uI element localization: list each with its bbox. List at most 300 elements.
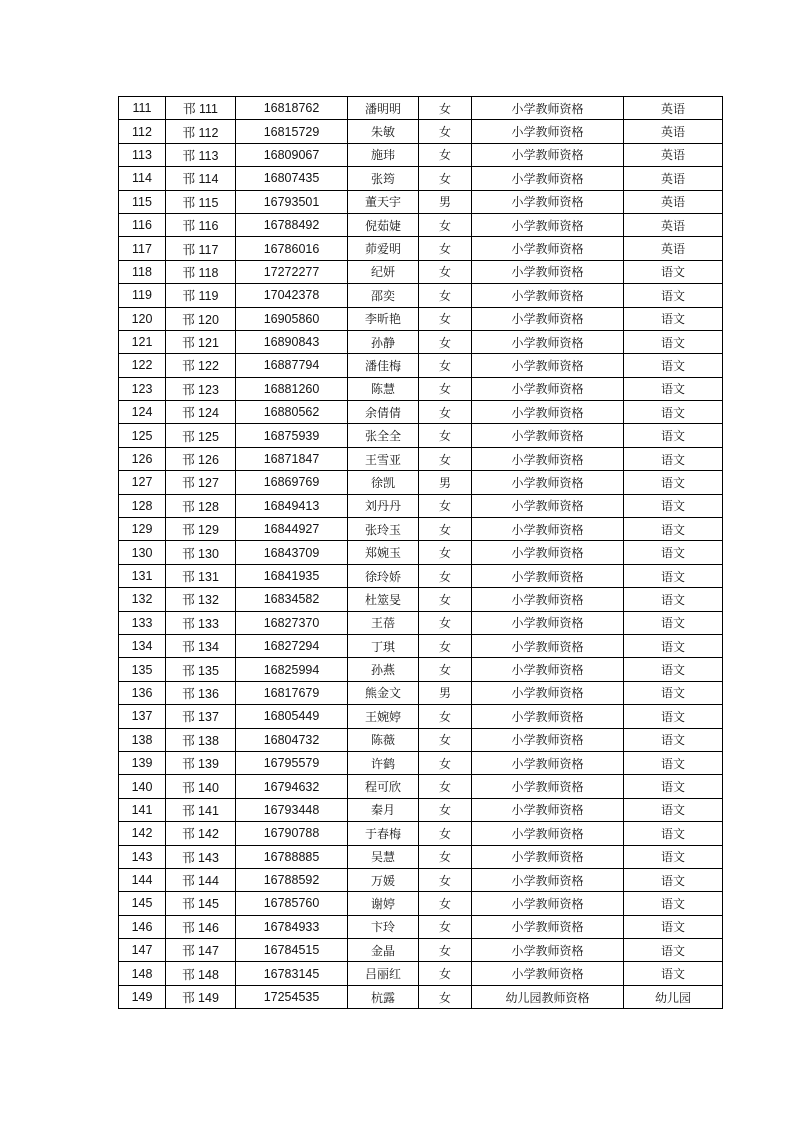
table-row xyxy=(119,564,723,587)
certificate-number-cell: 16815729 xyxy=(236,120,348,143)
certificate-number-cell: 16786016 xyxy=(236,237,348,260)
row-index-cell: 115 xyxy=(119,190,166,213)
table-row xyxy=(119,868,723,891)
qualification-type-cell: 小学教师资格 xyxy=(472,354,624,377)
candidate-name-cell: 李昕艳 xyxy=(348,307,419,330)
subject-cell: 语文 xyxy=(624,447,723,470)
gender-cell: 女 xyxy=(419,237,472,260)
subject-cell: 语文 xyxy=(624,260,723,283)
qualification-type-cell: 小学教师资格 xyxy=(472,494,624,517)
qualification-type-cell: 小学教师资格 xyxy=(472,377,624,400)
gender-cell: 女 xyxy=(419,518,472,541)
gender-cell: 女 xyxy=(419,307,472,330)
subject-cell: 幼儿园 xyxy=(624,985,723,1008)
gender-cell: 女 xyxy=(419,798,472,821)
candidate-name-cell: 秦月 xyxy=(348,798,419,821)
candidate-name-cell: 邵奕 xyxy=(348,284,419,307)
certificate-number-cell: 16841935 xyxy=(236,564,348,587)
gender-cell: 女 xyxy=(419,143,472,166)
qualification-type-cell: 小学教师资格 xyxy=(472,728,624,751)
qualification-type-cell: 小学教师资格 xyxy=(472,681,624,704)
certificate-number-cell: 16783145 xyxy=(236,962,348,985)
table-row xyxy=(119,167,723,190)
certificate-number-cell: 16869769 xyxy=(236,471,348,494)
candidate-name-cell: 孙静 xyxy=(348,330,419,353)
qualification-type-cell: 小学教师资格 xyxy=(472,284,624,307)
certificate-number-cell: 17272277 xyxy=(236,260,348,283)
candidate-name-cell: 丁琪 xyxy=(348,634,419,657)
qualification-type-cell: 小学教师资格 xyxy=(472,611,624,634)
gender-cell: 女 xyxy=(419,658,472,681)
qualification-type-cell: 小学教师资格 xyxy=(472,120,624,143)
certificate-number-cell: 16794632 xyxy=(236,775,348,798)
certificate-number-cell: 16804732 xyxy=(236,728,348,751)
subject-cell: 英语 xyxy=(624,190,723,213)
qualification-type-cell: 小学教师资格 xyxy=(472,751,624,774)
subject-cell: 语文 xyxy=(624,284,723,307)
table-row xyxy=(119,611,723,634)
certificate-number-cell: 16887794 xyxy=(236,354,348,377)
gender-cell: 女 xyxy=(419,447,472,470)
row-index-cell: 127 xyxy=(119,471,166,494)
qualification-type-cell: 小学教师资格 xyxy=(472,705,624,728)
gender-cell: 女 xyxy=(419,868,472,891)
gender-cell: 女 xyxy=(419,167,472,190)
table-row xyxy=(119,518,723,541)
candidate-code-cell: 邗 144 xyxy=(166,868,236,891)
subject-cell: 语文 xyxy=(624,658,723,681)
qualification-type-cell: 小学教师资格 xyxy=(472,190,624,213)
gender-cell: 女 xyxy=(419,494,472,517)
gender-cell: 女 xyxy=(419,939,472,962)
qualification-type-cell: 小学教师资格 xyxy=(472,97,624,120)
table-row xyxy=(119,120,723,143)
candidate-code-cell: 邗 118 xyxy=(166,260,236,283)
qualification-type-cell: 小学教师资格 xyxy=(472,447,624,470)
gender-cell: 女 xyxy=(419,588,472,611)
gender-cell: 女 xyxy=(419,985,472,1008)
qualification-type-cell: 小学教师资格 xyxy=(472,237,624,260)
candidate-code-cell: 邗 129 xyxy=(166,518,236,541)
qualification-type-cell: 小学教师资格 xyxy=(472,775,624,798)
candidate-code-cell: 邗 141 xyxy=(166,798,236,821)
candidate-name-cell: 陈慧 xyxy=(348,377,419,400)
gender-cell: 女 xyxy=(419,728,472,751)
subject-cell: 语文 xyxy=(624,377,723,400)
qualification-type-cell: 小学教师资格 xyxy=(472,401,624,424)
subject-cell: 英语 xyxy=(624,167,723,190)
certificate-number-cell: 16905860 xyxy=(236,307,348,330)
certificate-number-cell: 16881260 xyxy=(236,377,348,400)
candidate-name-cell: 张全全 xyxy=(348,424,419,447)
candidate-name-cell: 潘明明 xyxy=(348,97,419,120)
subject-cell: 英语 xyxy=(624,97,723,120)
candidate-name-cell: 孙燕 xyxy=(348,658,419,681)
certificate-number-cell: 16795579 xyxy=(236,751,348,774)
row-index-cell: 114 xyxy=(119,167,166,190)
subject-cell: 语文 xyxy=(624,939,723,962)
table-row xyxy=(119,751,723,774)
qualification-type-cell: 小学教师资格 xyxy=(472,915,624,938)
qualification-type-cell: 小学教师资格 xyxy=(472,213,624,236)
candidate-name-cell: 许鹤 xyxy=(348,751,419,774)
candidate-name-cell: 郑婉玉 xyxy=(348,541,419,564)
candidate-name-cell: 吕丽红 xyxy=(348,962,419,985)
subject-cell: 语文 xyxy=(624,424,723,447)
table-row xyxy=(119,330,723,353)
row-index-cell: 129 xyxy=(119,518,166,541)
subject-cell: 语文 xyxy=(624,518,723,541)
qualification-type-cell: 小学教师资格 xyxy=(472,143,624,166)
row-index-cell: 120 xyxy=(119,307,166,330)
row-index-cell: 118 xyxy=(119,260,166,283)
table-row xyxy=(119,962,723,985)
gender-cell: 女 xyxy=(419,97,472,120)
row-index-cell: 128 xyxy=(119,494,166,517)
gender-cell: 女 xyxy=(419,892,472,915)
row-index-cell: 130 xyxy=(119,541,166,564)
subject-cell: 语文 xyxy=(624,611,723,634)
candidate-code-cell: 邗 131 xyxy=(166,564,236,587)
table-row xyxy=(119,775,723,798)
candidate-code-cell: 邗 119 xyxy=(166,284,236,307)
table-row xyxy=(119,237,723,260)
qualification-type-cell: 小学教师资格 xyxy=(472,541,624,564)
table-row xyxy=(119,705,723,728)
table-row xyxy=(119,892,723,915)
qualification-type-cell: 小学教师资格 xyxy=(472,260,624,283)
row-index-cell: 143 xyxy=(119,845,166,868)
certificate-number-cell: 16788492 xyxy=(236,213,348,236)
candidate-code-cell: 邗 127 xyxy=(166,471,236,494)
candidate-name-cell: 万媛 xyxy=(348,868,419,891)
certificate-number-cell: 16827370 xyxy=(236,611,348,634)
subject-cell: 语文 xyxy=(624,588,723,611)
candidate-name-cell: 潘佳梅 xyxy=(348,354,419,377)
table-row xyxy=(119,284,723,307)
candidate-code-cell: 邗 146 xyxy=(166,915,236,938)
subject-cell: 语文 xyxy=(624,330,723,353)
qualification-type-cell: 小学教师资格 xyxy=(472,167,624,190)
gender-cell: 女 xyxy=(419,284,472,307)
gender-cell: 女 xyxy=(419,213,472,236)
candidate-code-cell: 邗 112 xyxy=(166,120,236,143)
candidate-name-cell: 杜筮旻 xyxy=(348,588,419,611)
gender-cell: 男 xyxy=(419,190,472,213)
qualification-type-cell: 小学教师资格 xyxy=(472,424,624,447)
table-row xyxy=(119,541,723,564)
candidate-code-cell: 邗 142 xyxy=(166,822,236,845)
candidate-code-cell: 邗 148 xyxy=(166,962,236,985)
qualification-type-cell: 小学教师资格 xyxy=(472,330,624,353)
subject-cell: 语文 xyxy=(624,775,723,798)
table-row xyxy=(119,143,723,166)
table-row xyxy=(119,213,723,236)
subject-cell: 语文 xyxy=(624,564,723,587)
subject-cell: 英语 xyxy=(624,120,723,143)
table-row xyxy=(119,260,723,283)
row-index-cell: 132 xyxy=(119,588,166,611)
table-row xyxy=(119,354,723,377)
certificate-number-cell: 16875939 xyxy=(236,424,348,447)
certificate-number-cell: 16785760 xyxy=(236,892,348,915)
certificate-number-cell: 16880562 xyxy=(236,401,348,424)
table-row xyxy=(119,798,723,821)
row-index-cell: 135 xyxy=(119,658,166,681)
candidate-code-cell: 邗 136 xyxy=(166,681,236,704)
candidate-code-cell: 邗 137 xyxy=(166,705,236,728)
table-row xyxy=(119,307,723,330)
table-row xyxy=(119,471,723,494)
candidate-code-cell: 邗 139 xyxy=(166,751,236,774)
qualification-type-cell: 小学教师资格 xyxy=(472,307,624,330)
certificate-number-cell: 16788885 xyxy=(236,845,348,868)
gender-cell: 女 xyxy=(419,541,472,564)
row-index-cell: 123 xyxy=(119,377,166,400)
table-row xyxy=(119,97,723,120)
row-index-cell: 117 xyxy=(119,237,166,260)
qualification-type-cell: 小学教师资格 xyxy=(472,634,624,657)
certificate-number-cell: 16871847 xyxy=(236,447,348,470)
table-row xyxy=(119,822,723,845)
subject-cell: 语文 xyxy=(624,494,723,517)
candidate-code-cell: 邗 147 xyxy=(166,939,236,962)
roster-table xyxy=(118,96,723,1009)
row-index-cell: 142 xyxy=(119,822,166,845)
subject-cell: 语文 xyxy=(624,681,723,704)
row-index-cell: 148 xyxy=(119,962,166,985)
qualification-type-cell: 小学教师资格 xyxy=(472,845,624,868)
table-row xyxy=(119,728,723,751)
subject-cell: 语文 xyxy=(624,845,723,868)
table-row xyxy=(119,377,723,400)
candidate-code-cell: 邗 145 xyxy=(166,892,236,915)
candidate-name-cell: 于春梅 xyxy=(348,822,419,845)
candidate-name-cell: 纪妍 xyxy=(348,260,419,283)
gender-cell: 女 xyxy=(419,915,472,938)
candidate-name-cell: 徐凯 xyxy=(348,471,419,494)
row-index-cell: 111 xyxy=(119,97,166,120)
candidate-code-cell: 邗 128 xyxy=(166,494,236,517)
gender-cell: 女 xyxy=(419,705,472,728)
subject-cell: 英语 xyxy=(624,213,723,236)
qualification-type-cell: 小学教师资格 xyxy=(472,564,624,587)
row-index-cell: 140 xyxy=(119,775,166,798)
candidate-name-cell: 程可欣 xyxy=(348,775,419,798)
candidate-name-cell: 吴慧 xyxy=(348,845,419,868)
candidate-code-cell: 邗 120 xyxy=(166,307,236,330)
qualification-type-cell: 小学教师资格 xyxy=(472,962,624,985)
subject-cell: 英语 xyxy=(624,143,723,166)
candidate-name-cell: 王婉婷 xyxy=(348,705,419,728)
candidate-name-cell: 金晶 xyxy=(348,939,419,962)
table-row xyxy=(119,588,723,611)
certificate-number-cell: 16890843 xyxy=(236,330,348,353)
gender-cell: 女 xyxy=(419,611,472,634)
candidate-code-cell: 邗 133 xyxy=(166,611,236,634)
qualification-type-cell: 小学教师资格 xyxy=(472,822,624,845)
subject-cell: 语文 xyxy=(624,962,723,985)
subject-cell: 语文 xyxy=(624,751,723,774)
qualification-type-cell: 小学教师资格 xyxy=(472,588,624,611)
table-row xyxy=(119,658,723,681)
gender-cell: 女 xyxy=(419,424,472,447)
subject-cell: 语文 xyxy=(624,705,723,728)
row-index-cell: 137 xyxy=(119,705,166,728)
gender-cell: 女 xyxy=(419,260,472,283)
candidate-code-cell: 邗 111 xyxy=(166,97,236,120)
row-index-cell: 113 xyxy=(119,143,166,166)
roster-body xyxy=(119,97,723,1009)
subject-cell: 语文 xyxy=(624,822,723,845)
row-index-cell: 131 xyxy=(119,564,166,587)
candidate-code-cell: 邗 114 xyxy=(166,167,236,190)
certificate-number-cell: 17254535 xyxy=(236,985,348,1008)
certificate-number-cell: 16793501 xyxy=(236,190,348,213)
subject-cell: 语文 xyxy=(624,307,723,330)
candidate-code-cell: 邗 130 xyxy=(166,541,236,564)
candidate-code-cell: 邗 113 xyxy=(166,143,236,166)
gender-cell: 男 xyxy=(419,681,472,704)
candidate-name-cell: 徐玲娇 xyxy=(348,564,419,587)
row-index-cell: 134 xyxy=(119,634,166,657)
candidate-code-cell: 邗 143 xyxy=(166,845,236,868)
candidate-name-cell: 倪茹婕 xyxy=(348,213,419,236)
gender-cell: 女 xyxy=(419,775,472,798)
candidate-code-cell: 邗 122 xyxy=(166,354,236,377)
row-index-cell: 141 xyxy=(119,798,166,821)
gender-cell: 女 xyxy=(419,822,472,845)
gender-cell: 女 xyxy=(419,377,472,400)
candidate-code-cell: 邗 117 xyxy=(166,237,236,260)
certificate-number-cell: 16844927 xyxy=(236,518,348,541)
gender-cell: 女 xyxy=(419,120,472,143)
table-row xyxy=(119,985,723,1008)
candidate-name-cell: 余倩倩 xyxy=(348,401,419,424)
candidate-name-cell: 王雪亚 xyxy=(348,447,419,470)
qualification-type-cell: 小学教师资格 xyxy=(472,658,624,681)
subject-cell: 语文 xyxy=(624,471,723,494)
gender-cell: 女 xyxy=(419,751,472,774)
qualification-type-cell: 小学教师资格 xyxy=(472,939,624,962)
subject-cell: 语文 xyxy=(624,798,723,821)
table-row xyxy=(119,939,723,962)
certificate-number-cell: 16827294 xyxy=(236,634,348,657)
candidate-name-cell: 谢婷 xyxy=(348,892,419,915)
candidate-name-cell: 茆爱明 xyxy=(348,237,419,260)
table-row xyxy=(119,447,723,470)
subject-cell: 语文 xyxy=(624,728,723,751)
candidate-name-cell: 张玲玉 xyxy=(348,518,419,541)
row-index-cell: 122 xyxy=(119,354,166,377)
certificate-number-cell: 16807435 xyxy=(236,167,348,190)
gender-cell: 女 xyxy=(419,845,472,868)
candidate-code-cell: 邗 149 xyxy=(166,985,236,1008)
certificate-number-cell: 16784515 xyxy=(236,939,348,962)
qualification-type-cell: 小学教师资格 xyxy=(472,518,624,541)
certificate-number-cell: 16849413 xyxy=(236,494,348,517)
qualification-type-cell: 幼儿园教师资格 xyxy=(472,985,624,1008)
table-row xyxy=(119,190,723,213)
candidate-name-cell: 施玮 xyxy=(348,143,419,166)
candidate-name-cell: 朱敏 xyxy=(348,120,419,143)
certificate-number-cell: 17042378 xyxy=(236,284,348,307)
gender-cell: 女 xyxy=(419,401,472,424)
candidate-name-cell: 卞玲 xyxy=(348,915,419,938)
certificate-number-cell: 16809067 xyxy=(236,143,348,166)
candidate-code-cell: 邗 123 xyxy=(166,377,236,400)
row-index-cell: 125 xyxy=(119,424,166,447)
row-index-cell: 138 xyxy=(119,728,166,751)
table-row xyxy=(119,681,723,704)
row-index-cell: 144 xyxy=(119,868,166,891)
row-index-cell: 136 xyxy=(119,681,166,704)
certificate-number-cell: 16790788 xyxy=(236,822,348,845)
gender-cell: 女 xyxy=(419,634,472,657)
candidate-code-cell: 邗 138 xyxy=(166,728,236,751)
certificate-number-cell: 16834582 xyxy=(236,588,348,611)
candidate-code-cell: 邗 126 xyxy=(166,447,236,470)
subject-cell: 语文 xyxy=(624,541,723,564)
certificate-number-cell: 16805449 xyxy=(236,705,348,728)
candidate-code-cell: 邗 134 xyxy=(166,634,236,657)
candidate-code-cell: 邗 115 xyxy=(166,190,236,213)
subject-cell: 语文 xyxy=(624,634,723,657)
certificate-number-cell: 16843709 xyxy=(236,541,348,564)
candidate-name-cell: 张筠 xyxy=(348,167,419,190)
candidate-code-cell: 邗 140 xyxy=(166,775,236,798)
candidate-code-cell: 邗 124 xyxy=(166,401,236,424)
gender-cell: 女 xyxy=(419,962,472,985)
table-row xyxy=(119,915,723,938)
certificate-number-cell: 16818762 xyxy=(236,97,348,120)
certificate-number-cell: 16825994 xyxy=(236,658,348,681)
certificate-number-cell: 16784933 xyxy=(236,915,348,938)
qualification-type-cell: 小学教师资格 xyxy=(472,798,624,821)
candidate-code-cell: 邗 116 xyxy=(166,213,236,236)
gender-cell: 女 xyxy=(419,564,472,587)
candidate-code-cell: 邗 125 xyxy=(166,424,236,447)
row-index-cell: 124 xyxy=(119,401,166,424)
qualification-type-cell: 小学教师资格 xyxy=(472,471,624,494)
certificate-number-cell: 16793448 xyxy=(236,798,348,821)
certificate-number-cell: 16788592 xyxy=(236,868,348,891)
row-index-cell: 139 xyxy=(119,751,166,774)
table-row xyxy=(119,401,723,424)
certificate-number-cell: 16817679 xyxy=(236,681,348,704)
candidate-code-cell: 邗 132 xyxy=(166,588,236,611)
row-index-cell: 145 xyxy=(119,892,166,915)
row-index-cell: 146 xyxy=(119,915,166,938)
subject-cell: 语文 xyxy=(624,892,723,915)
row-index-cell: 149 xyxy=(119,985,166,1008)
qualification-type-cell: 小学教师资格 xyxy=(472,892,624,915)
candidate-name-cell: 陈薇 xyxy=(348,728,419,751)
candidate-name-cell: 王蓓 xyxy=(348,611,419,634)
candidate-code-cell: 邗 135 xyxy=(166,658,236,681)
row-index-cell: 147 xyxy=(119,939,166,962)
table-row xyxy=(119,424,723,447)
row-index-cell: 112 xyxy=(119,120,166,143)
table-row xyxy=(119,845,723,868)
row-index-cell: 121 xyxy=(119,330,166,353)
gender-cell: 女 xyxy=(419,354,472,377)
row-index-cell: 126 xyxy=(119,447,166,470)
row-index-cell: 133 xyxy=(119,611,166,634)
subject-cell: 语文 xyxy=(624,868,723,891)
subject-cell: 语文 xyxy=(624,354,723,377)
row-index-cell: 119 xyxy=(119,284,166,307)
